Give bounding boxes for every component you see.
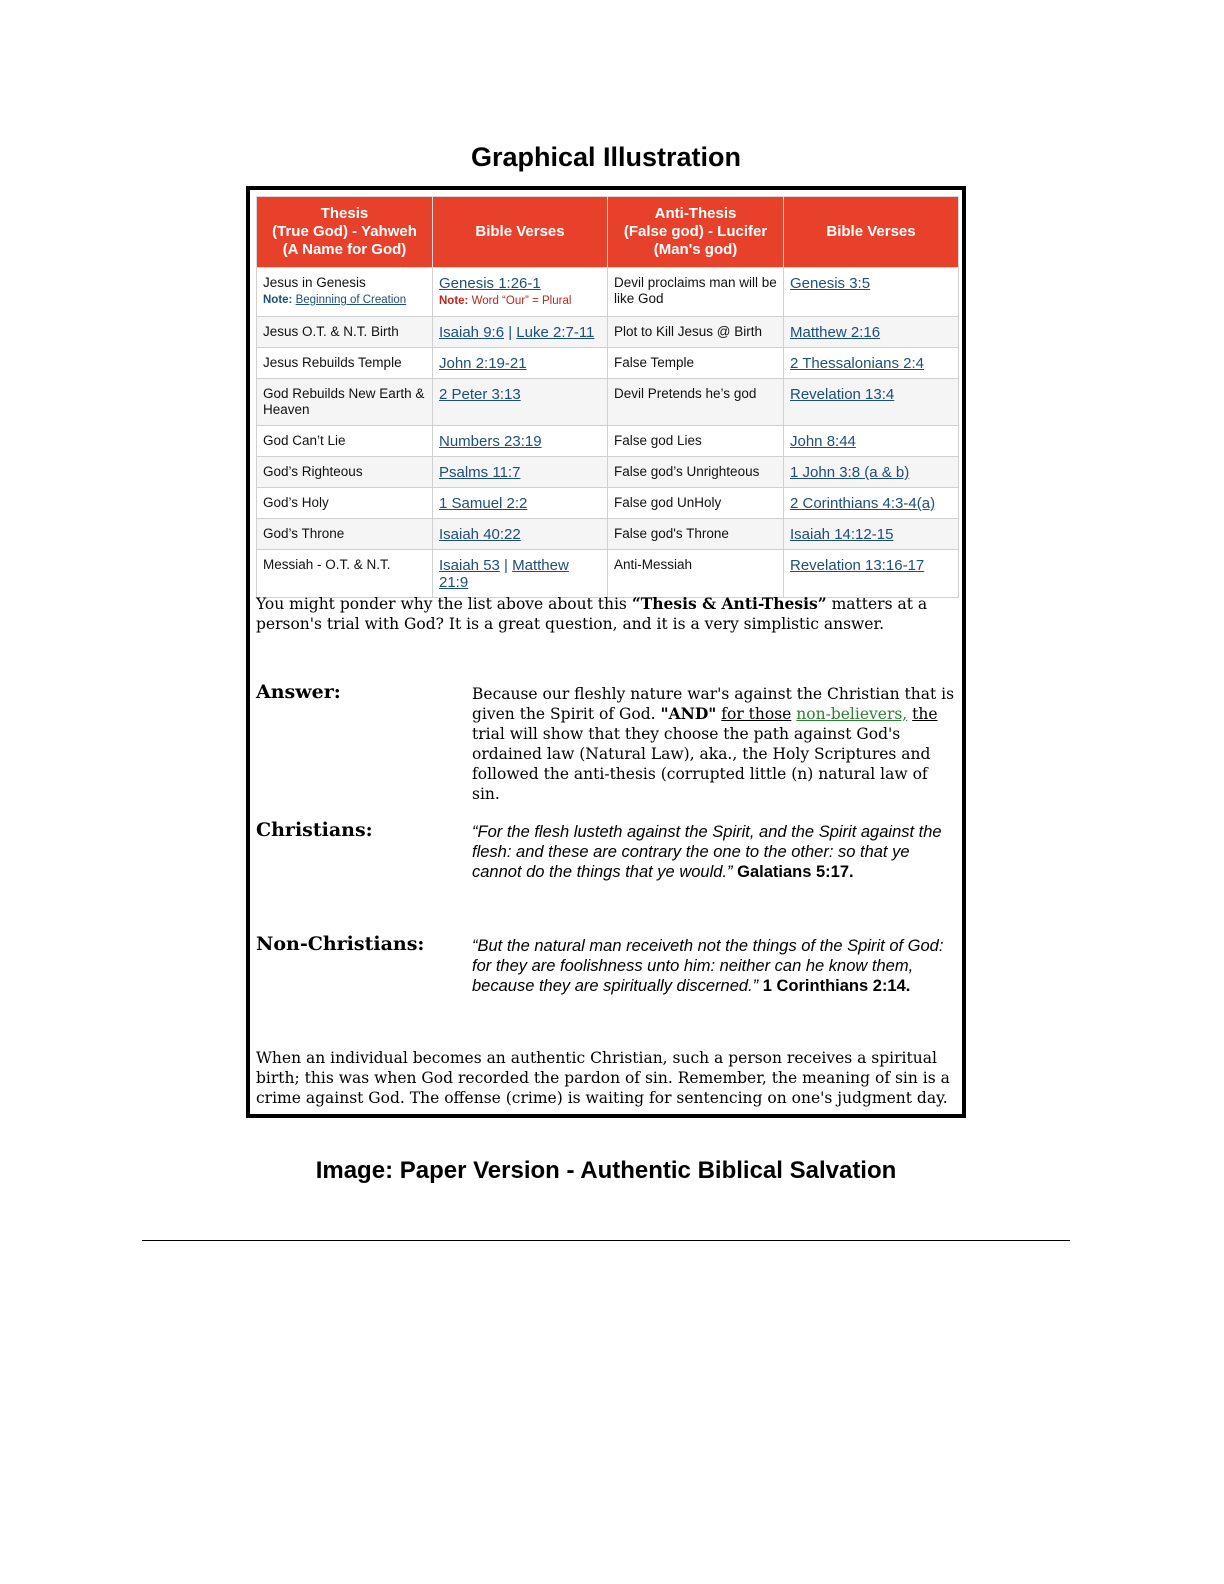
anti-verses-cell [784,457,959,488]
thesis-cell [257,268,433,317]
anti-verses-cell [784,379,959,426]
verse-link[interactable]: Genesis 1:26-1 [439,275,541,292]
table-row [257,317,959,348]
answer-sentence: trial will show that they choose the path against God's ordained law (Natural Law), aka., the Holy Scriptures and followed the anti-thesis (corrupted little (n) natural law of sin. [472,725,931,803]
intro-bold: “Thesis & Anti-Thesis” [631,594,827,613]
note-link[interactable]: Beginning of Creation [295,294,407,306]
intro-text: You might ponder why the list above about this [256,595,632,613]
answer-underlined: for those [721,705,792,723]
verse-link[interactable]: Isaiah 40:22 [439,526,521,543]
header-line: (A Name for God) [282,241,407,258]
verse-link[interactable]: 1 John 3:8 (a & b) [790,464,910,481]
thesis-cell: God’s Holy [257,488,433,519]
non-christians-label: Non-Christians: [256,933,425,955]
header-anti-thesis [608,197,784,268]
header-line: Thesis [320,205,369,222]
answer-text [472,684,958,804]
anti-verses-cell [784,268,959,317]
christians-quote [472,822,958,882]
thesis-cell: Jesus O.T. & N.T. Birth [257,317,433,348]
table-row [257,550,959,598]
table-row [257,348,959,379]
anti-thesis-cell: False god's Throne [608,519,784,550]
header-line: (Man's god) [653,241,738,258]
thesis-note [263,292,426,308]
header-line: Bible Verses [826,223,916,240]
header-thesis [257,197,433,268]
thesis-antithesis-table [256,196,959,598]
thesis-cell: God’s Righteous [257,457,433,488]
verse-link[interactable]: Psalms 11:7 [439,464,521,481]
table-row [257,488,959,519]
anti-verses-cell [784,348,959,379]
anti-verses-cell [784,426,959,457]
header-line: (False god) - Lucifer [623,223,768,240]
image-caption: Image: Paper Version - Authentic Biblical Salvation [315,1157,897,1184]
anti-verses-cell [784,519,959,550]
verse-link[interactable]: Numbers 23:19 [439,433,542,450]
verses-cell [433,317,608,348]
anti-thesis-cell: Devil proclaims man will be like God [608,268,784,317]
header-line: Bible Verses [475,223,565,240]
verse-link[interactable]: John 8:44 [790,433,856,450]
verse-link[interactable]: 2 Peter 3:13 [439,386,521,403]
illustration-frame [246,186,966,1118]
anti-verses-cell [784,317,959,348]
anti-thesis-cell: Plot to Kill Jesus @ Birth [608,317,784,348]
table-row [257,426,959,457]
table-row [257,457,959,488]
anti-thesis-cell: Anti-Messiah [608,550,784,598]
page-title: Graphical Illustration [470,142,742,172]
closing-paragraph: When an individual becomes an authentic Christian, such a person receives a spiritual birth; this was when God recorded the pardon of sin. Remember, the meaning of sin is a crime against God. The offense (crime) is waiting for sentencing on one's judgment day. [256,1049,950,1107]
note-label: Note: [263,294,293,306]
table-row [257,519,959,550]
header-line: Anti-Thesis [654,205,737,222]
verses-cell [433,550,608,598]
verses-cell [433,457,608,488]
answer-and: "AND" [660,704,717,723]
verse-link[interactable]: Isaiah 14:12-15 [790,526,894,543]
answer-underlined: the [912,705,938,723]
quote-text: “For the flesh lusteth against the Spirit, and the Spirit against the flesh: and these are contrary the one to the other: so that ye cannot do the things that ye would.” [472,823,942,881]
anti-thesis-cell: False Temple [608,348,784,379]
christians-label: Christians: [256,819,373,841]
answer-sentence: Because our fleshly nature war's against the Christian that is given the Spirit of God. [472,685,955,723]
anti-thesis-cell: False god UnHoly [608,488,784,519]
quote-reference: Galatians 5:17. [737,863,854,881]
anti-thesis-cell: Devil Pretends he’s god [608,379,784,426]
verses-cell [433,426,608,457]
verses-cell [433,379,608,426]
verse-link[interactable]: 2 Thessalonians 2:4 [790,355,924,372]
quote-text: “But the natural man receiveth not the things of the Spirit of God: for they are foolishness unto him: neither can he know them, because they are spiritually discerned.” [472,937,944,995]
quote-reference: 1 Corinthians 2:14. [762,977,911,995]
header-line: (True God) - Yahweh [272,223,417,240]
non-christians-quote [472,936,958,996]
thesis-text: Jesus in Genesis [263,275,366,290]
header-bible-verses [784,197,959,268]
thesis-cell: God Can’t Lie [257,426,433,457]
verse-link[interactable]: Matthew 21:9 [439,557,569,591]
thesis-cell: God Rebuilds New Earth & Heaven [257,379,433,426]
thesis-cell: Jesus Rebuilds Temple [257,348,433,379]
verses-cell [433,268,608,317]
verse-link[interactable]: John 2:19-21 [439,355,527,372]
note-label: Note: [439,295,469,307]
anti-thesis-cell: False god’s Unrighteous [608,457,784,488]
verse-link[interactable]: Luke 2:7-11 [516,324,595,341]
verse-link[interactable]: Matthew 2:16 [790,324,881,341]
verse-link[interactable]: Revelation 13:16-17 [790,557,925,574]
intro-text: matters at a person's trial with God? It is a great question, and it is a very simplistic answer. [256,595,928,633]
answer-label: Answer: [256,681,341,703]
verse-link[interactable]: Isaiah 9:6 [439,324,505,341]
verses-cell [433,348,608,379]
table-row [257,379,959,426]
verse-link[interactable]: 1 Samuel 2:2 [439,495,528,512]
verse-link[interactable]: Revelation 13:4 [790,386,895,403]
note-text: Word “Our” = Plural [471,295,572,307]
table-row [257,268,959,317]
verse-separator: | [499,557,513,574]
verse-separator: | [504,324,517,341]
thesis-cell: Messiah - O.T. & N.T. [257,550,433,598]
verses-note [439,293,601,310]
table-header-row [257,197,959,268]
anti-thesis-cell: False god Lies [608,426,784,457]
verses-cell [433,488,608,519]
verse-link[interactable]: Genesis 3:5 [790,275,871,292]
intro-paragraph [256,594,960,634]
verses-cell [433,519,608,550]
answer-non-believers: non-believers, [796,705,908,723]
anti-verses-cell [784,488,959,519]
anti-verses-cell [784,550,959,598]
header-bible-verses [433,197,608,268]
verse-link[interactable]: 2 Corinthians 4:3-4(a) [790,495,936,512]
horizontal-rule [142,1240,1070,1241]
thesis-cell: God’s Throne [257,519,433,550]
verse-link[interactable]: Isaiah 53 [439,557,500,574]
